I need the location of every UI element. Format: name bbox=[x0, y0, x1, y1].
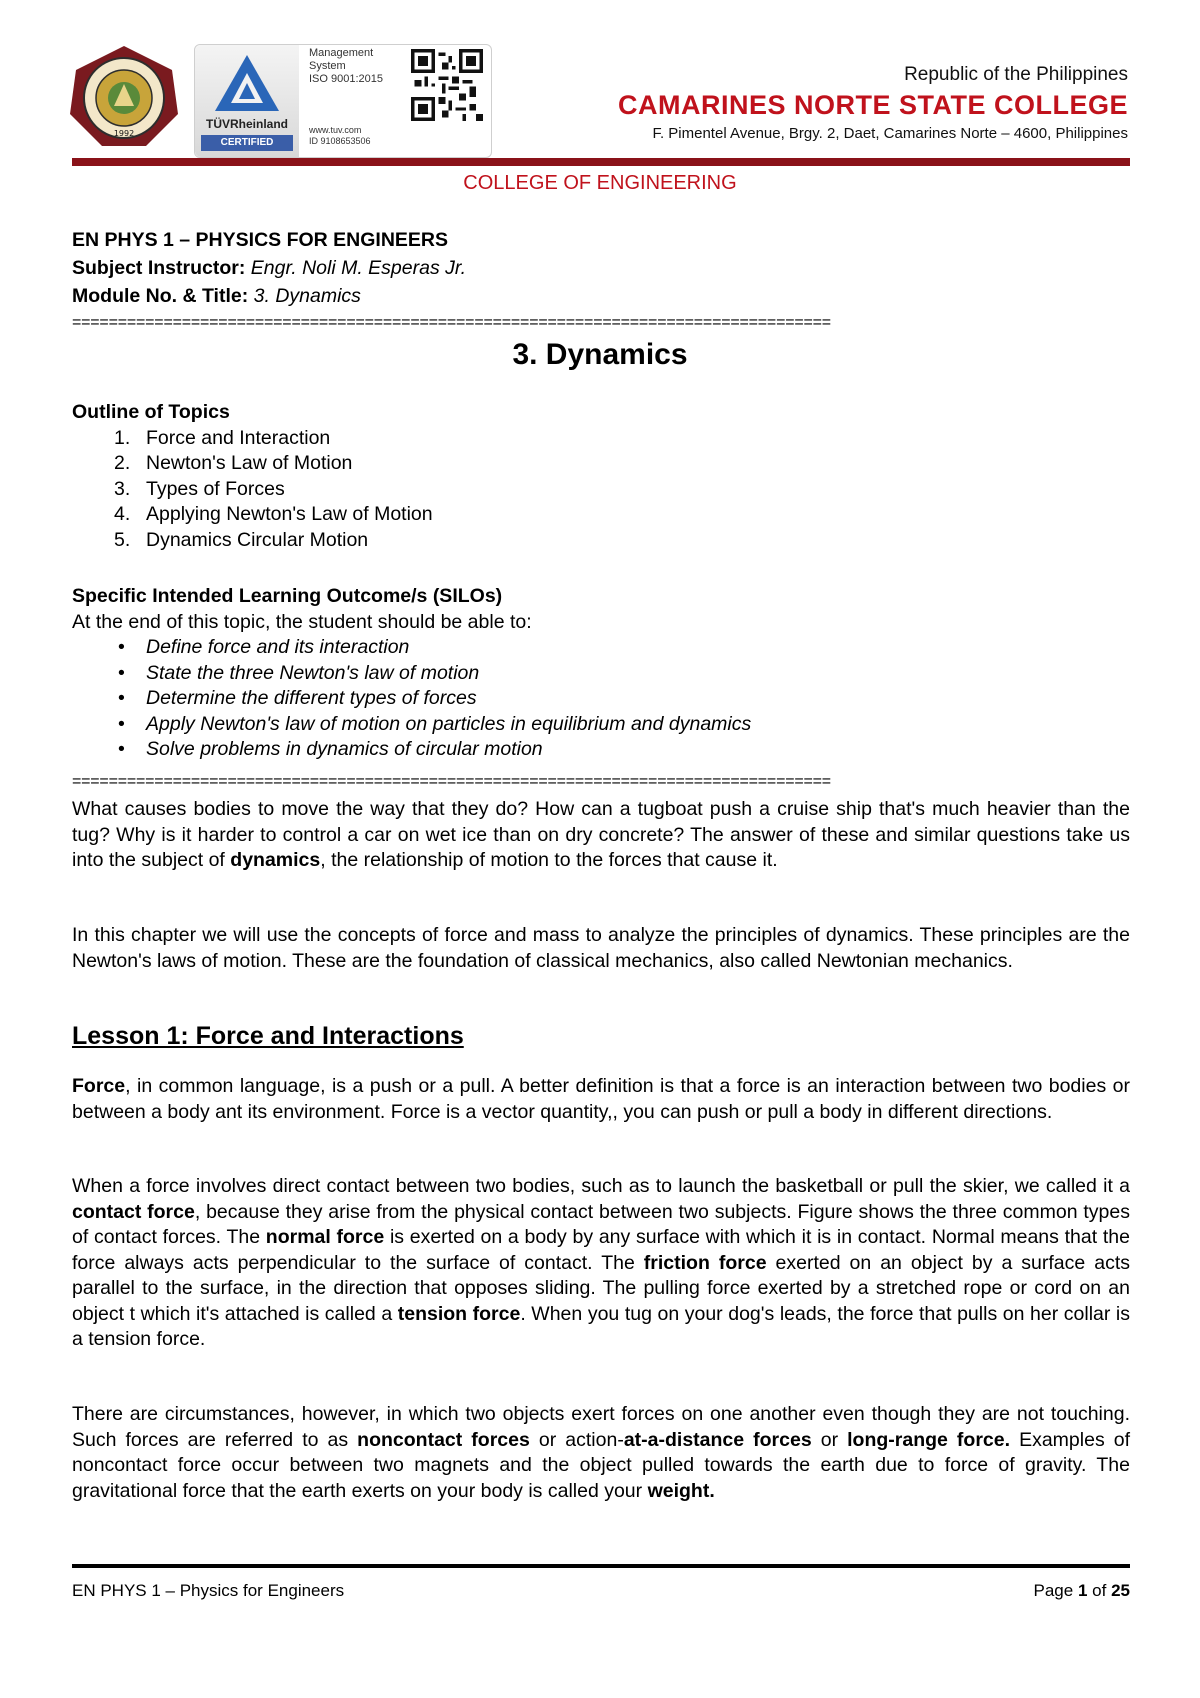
course-title: EN PHYS 1 – PHYSICS FOR ENGINEERS bbox=[72, 229, 449, 251]
list-item: 3. Types of Forces bbox=[114, 477, 285, 500]
list-item: • State the three Newton's law of motion bbox=[118, 661, 480, 684]
lesson-heading: Lesson 1: Force and Interactions bbox=[72, 1022, 464, 1050]
outline-heading: Outline of Topics bbox=[72, 401, 230, 423]
list-item: 1. Force and Interaction bbox=[114, 426, 331, 449]
silos-heading: Specific Intended Learning Outcome/s (SILOs) bbox=[72, 585, 503, 607]
list-item: • Solve problems in dynamics of circular motion bbox=[118, 738, 543, 760]
page-number: Page 1 of 25 bbox=[1033, 1581, 1130, 1600]
document-title: 3. Dynamics bbox=[512, 338, 688, 371]
lesson-paragraph-2: When a force involves direct contact between two bodies, such as to launch the basketball or pull the skier, we called it a contact force, because they arise from the physical contact between two subjects. Figure shows the three common types of contact forces. The normal force is exerted on a body by any surface with which it is in contact. Normal means that the force always acts perpendicular to the surface of contact. The friction force exerted on an object by a surface acts parallel to the surface, in the direction that opposes sliding. The pulling force exerted by a stretched rope or cord on an object t which it's attached is called a tension force. When you tug on your dog's leads, the force that pulls on her collar is a tension force. bbox=[72, 1175, 1131, 1350]
list-item: • Apply Newton's law of motion on particles in equilibrium and dynamics bbox=[118, 712, 752, 735]
tuv-brand: TÜVRheinland bbox=[205, 117, 288, 131]
separator: =================================================================================== bbox=[72, 314, 831, 331]
svg-text:1992: 1992 bbox=[113, 129, 135, 138]
list-item: • Determine the different types of forces bbox=[118, 687, 477, 709]
tuv-logo bbox=[195, 45, 299, 157]
footer-divider bbox=[72, 1564, 1130, 1568]
list-item: 4. Applying Newton's Law of Motion bbox=[114, 503, 433, 525]
lesson-paragraph-3: There are circumstances, however, in which two objects exert forces on one another even though they are not touching. Such forces are referred to as noncontact forces or action-at-a-distance forces or long-range force. Examples of noncontact force occur between two magnets and the object pulled towards the earth due to force of gravity. The gravitational force that the earth exerts on your body is called your weight. bbox=[72, 1403, 1131, 1502]
department-name: COLLEGE OF ENGINEERING bbox=[463, 172, 737, 194]
instructor-line: Subject Instructor: Engr. Noli M. Esperas Jr. bbox=[72, 257, 467, 279]
cert-id: www.tuv.com ID 9108653506 bbox=[309, 125, 371, 146]
college-address: F. Pimentel Avenue, Brgy. 2, Daet, Camarines Norte – 4600, Philippines bbox=[652, 125, 1128, 142]
module-line: Module No. & Title: 3. Dynamics bbox=[72, 285, 361, 307]
separator: =================================================================================== bbox=[72, 773, 831, 790]
college-seal-logo bbox=[68, 44, 180, 148]
intro-paragraph-2: In this chapter we will use the concepts of force and mass to analyze the principles of dynamics. These principles are the Newton's laws of motion. These are the foundation of classical mechanics, also called Newtonian mechanics. bbox=[72, 924, 1130, 972]
footer-course: EN PHYS 1 – Physics for Engineers bbox=[72, 1581, 345, 1600]
lesson-paragraph-1: Force, in common language, is a push or a pull. A better definition is that a force is an interaction between two bodies or between a body ant its environment. Force is a vector quantity,, you can push or pull a body in different directions. bbox=[72, 1075, 1130, 1123]
silos-list bbox=[72, 635, 1130, 763]
list-item: • Define force and its interaction bbox=[118, 636, 410, 658]
republic-label: Republic of the Philippines bbox=[904, 64, 1128, 85]
intro-paragraph-1: What causes bodies to move the way that they do? How can a tugboat push a cruise ship that's much heavier than the tug? Why is it harder to control a car on wet ice than on dry concrete? The answer of these and similar questions take us into the subject of dynamics, the relationship of motion to the forces that cause it. bbox=[72, 798, 1130, 871]
qr-code-icon bbox=[411, 49, 483, 121]
outline-section bbox=[72, 400, 1130, 553]
certified-badge: CERTIFIED bbox=[201, 135, 293, 151]
silos-section bbox=[72, 584, 1130, 763]
list-item: 5. Dynamics Circular Motion bbox=[114, 528, 369, 551]
cert-description: Management System ISO 9001:2015 bbox=[309, 47, 384, 85]
tuv-triangle-icon bbox=[213, 53, 281, 113]
list-item: 2. Newton's Law of Motion bbox=[114, 452, 353, 474]
outline-list bbox=[72, 426, 1130, 554]
silos-intro: At the end of this topic, the student should be able to: bbox=[72, 610, 532, 633]
college-name: CAMARINES NORTE STATE COLLEGE bbox=[617, 90, 1128, 120]
header-divider bbox=[72, 158, 1130, 166]
iso-certification-badge bbox=[194, 44, 492, 158]
